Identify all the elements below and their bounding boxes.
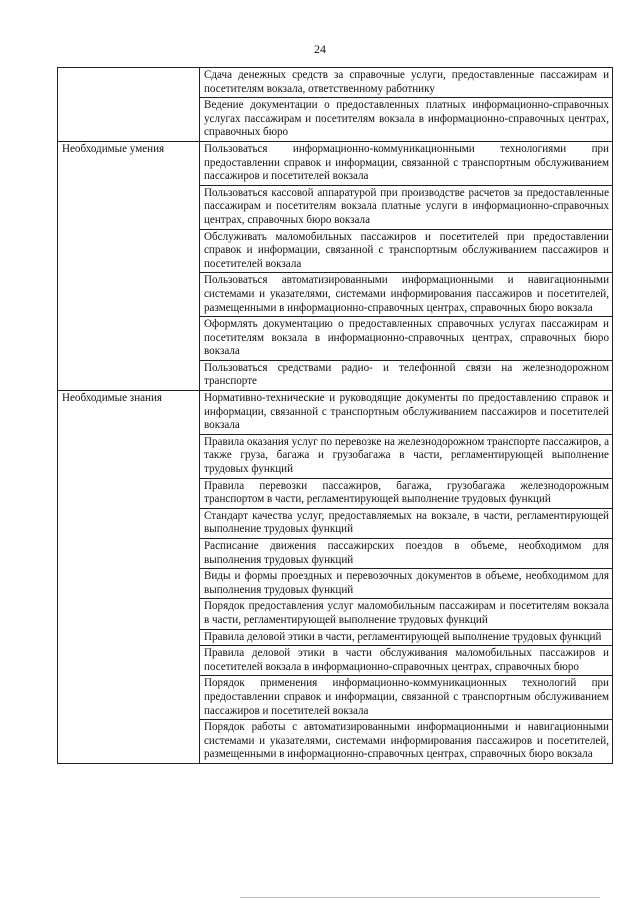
table-cell: Обслуживать маломобильных пассажиров и посетителей при предоставлении справок и информации, связанной с транспортным обслуживанием пассажиров и посетителей вокзала (200, 229, 613, 273)
table-cell: Правила деловой этики в части, регламентирующей выполнение трудовых функций (200, 629, 613, 646)
knowledge-label: Необходимые знания (58, 391, 200, 764)
table-cell: Ведение документации о предоставленных платных информационно-справочных услугах пассажирам и посетителям вокзала в информационно-справочных центрах, справочных бюро (200, 98, 613, 142)
table-cell: Пользоваться средствами радио- и телефонной связи на железнодорожном транспорте (200, 360, 613, 390)
table-cell: Правила деловой этики в части обслуживания маломобильных пассажиров и посетителей вокзала в информационно-справочных центрах, справочных бюро (200, 646, 613, 676)
table-cell: Порядок предоставления услуг маломобильным пассажирам и посетителям вокзала в части, регламентирующей выполнение трудовых функций (200, 599, 613, 629)
table-cell: Пользоваться информационно-коммуникационными технологиями при предоставлении справок и информации, связанной с транспортным обслуживанием пассажиров и посетителей вокзала (200, 141, 613, 185)
table-row (58, 141, 613, 185)
table-cell: Правила перевозки пассажиров, багажа, грузобагажа железнодорожным транспортом в части, регламентирующей выполнение трудовых функций (200, 478, 613, 508)
competency-table (57, 67, 613, 764)
table-row (58, 391, 613, 435)
table-cell: Пользоваться автоматизированными информационными и навигационными системами и указателями, системами информирования пассажиров и посетителей, размещенными в информационно-справочных центрах, справочных бюро вокзала (200, 273, 613, 317)
table-cell: Пользоваться кассовой аппаратурой при производстве расчетов за предоставленные пассажирам и посетителям вокзала платные услуги в информационно-справочных центрах, справочных бюро вокзала (200, 185, 613, 229)
table-cell: Сдача денежных средств за справочные услуги, предоставленные пассажирам и посетителям вокзала, ответственному работнику (200, 68, 613, 98)
table-cell: Виды и формы проездных и перевозочных документов в объеме, необходимом для выполнения трудовых функций (200, 569, 613, 599)
table-cell: Порядок работы с автоматизированными информационными и навигационными системами и указателями, системами информирования пассажиров и посетителей, размещенными в информационно-справочных центрах, справочных бюро вокзала (200, 720, 613, 764)
table-cell: Оформлять документацию о предоставленных справочных услугах пассажирам и посетителям вокзала в информационно-справочных центрах, справочных бюро вокзала (200, 317, 613, 361)
table-cell: Расписание движения пассажирских поездов в объеме, необходимом для выполнения трудовых функций (200, 539, 613, 569)
page-number: 24 (314, 42, 326, 56)
table-cell: Стандарт качества услуг, предоставляемых на вокзале, в части, регламентирующей выполнение трудовых функций (200, 508, 613, 538)
table-row (58, 68, 613, 98)
table-cell: Правила оказания услуг по перевозке на железнодорожном транспорте пассажиров, а также груза, багажа и грузобагажа в части, регламентирующей выполнение трудовых функций (200, 434, 613, 478)
table-cell: Порядок применения информационно-коммуникационных технологий при предоставлении справок и информации, связанной с транспортным обслуживанием пассажиров и посетителей вокзала (200, 676, 613, 720)
skills-label: Необходимые умения (58, 141, 200, 390)
scan-edge-line (240, 897, 600, 898)
empty-label-cell (58, 68, 200, 142)
table-cell: Нормативно-технические и руководящие документы по предоставлению справок и информации, связанной с транспортным обслуживанием пассажиров и посетителей вокзала (200, 391, 613, 435)
